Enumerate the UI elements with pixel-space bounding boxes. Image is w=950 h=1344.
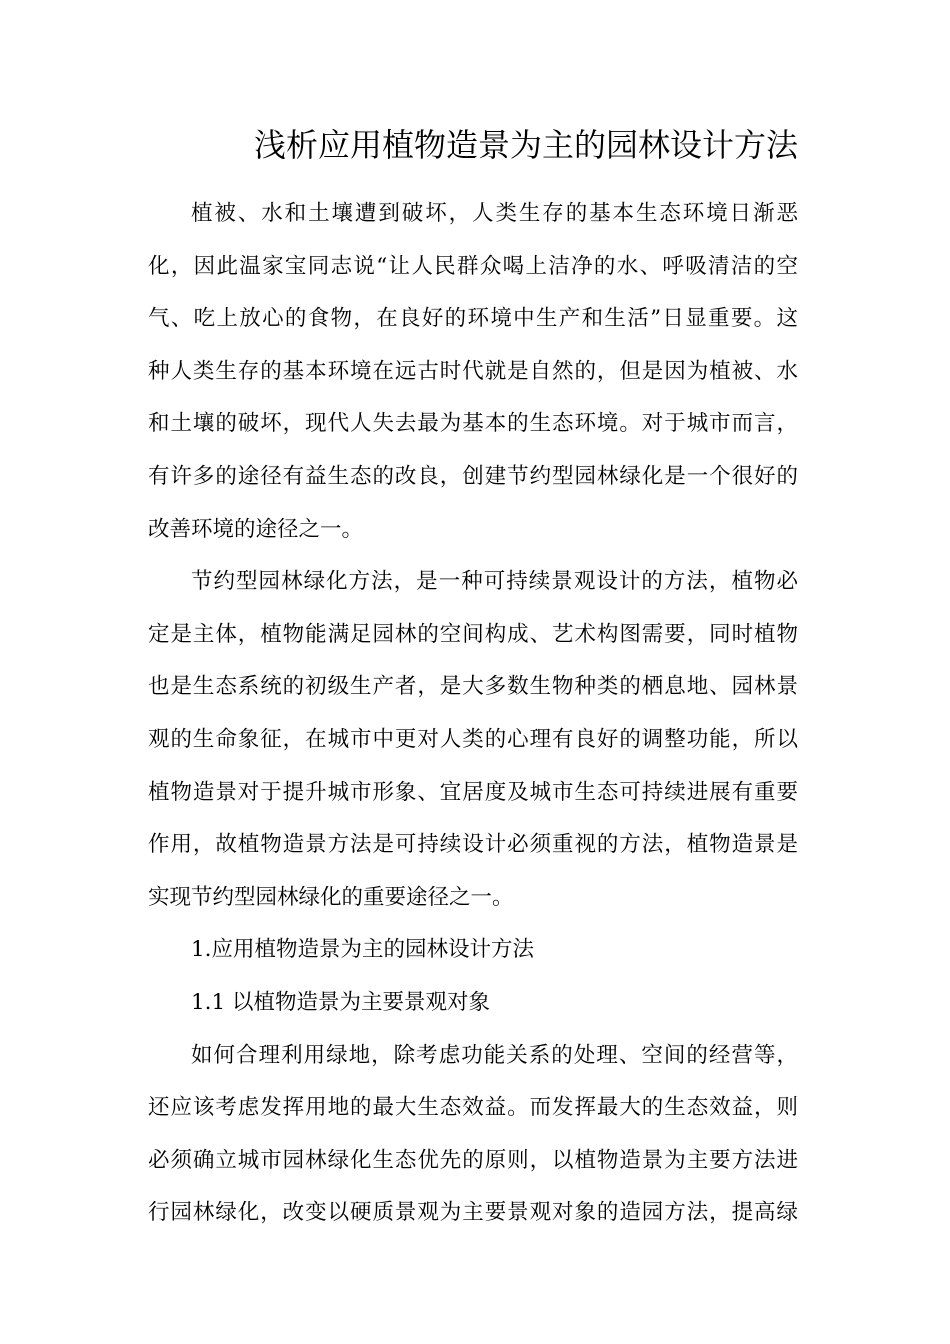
- paragraph-line: 行园林绿化，改变以硬质景观为主要景观对象的造园方法，提高绿: [148, 1200, 798, 1226]
- paragraph-line: 必须确立城市园林绿化生态优先的原则，以植物造景为主要方法进: [148, 1147, 798, 1173]
- paragraph-line: 化，因此温家宝同志说“让人民群众喝上洁净的水、呼吸清洁的空: [148, 253, 798, 279]
- paragraph-line: 如何合理利用绿地，除考虑功能关系的处理、空间的经营等，: [191, 1042, 798, 1068]
- paragraph-line: 定是主体，植物能满足园林的空间构成、艺术构图需要，同时植物: [148, 621, 798, 647]
- paragraph-3: [148, 1030, 798, 1240]
- section-heading-1-1: 1.1 以植物造景为主要景观对象: [191, 989, 491, 1015]
- paragraph-1: [148, 188, 798, 556]
- paragraph-line: 观的生命象征，在城市中更对人类的心理有良好的调整功能，所以: [148, 726, 798, 752]
- paragraph-line: 还应该考虑发挥用地的最大生态效益。而发挥最大的生态效益，则: [148, 1095, 798, 1121]
- paragraph-line: 改善环境的途径之一。: [148, 516, 364, 542]
- paragraph-line: 实现节约型园林绿化的重要途径之一。: [148, 884, 514, 910]
- paragraph-line: 种人类生存的基本环境在远古时代就是自然的，但是因为植被、水: [148, 358, 798, 384]
- paragraph-line: 有许多的途径有益生态的改良，创建节约型园林绿化是一个很好的: [148, 463, 798, 489]
- paragraph-line: 作用，故植物造景方法是可持续设计必须重视的方法，植物造景是: [148, 832, 798, 858]
- paragraph-line: 节约型园林绿化方法，是一种可持续景观设计的方法，植物必: [191, 569, 798, 595]
- paragraph-line: 植物造景对于提升城市形象、宜居度及城市生态可持续进展有重要: [148, 779, 798, 805]
- section-heading-1: 1.应用植物造景为主的园林设计方法: [191, 937, 535, 963]
- paragraph-line: 也是生态系统的初级生产者，是大多数生物种类的栖息地、园林景: [148, 674, 798, 700]
- document-title: 浅析应用植物造景为主的园林设计方法: [253, 126, 798, 164]
- paragraph-line: 和土壤的破坏，现代人失去最为基本的生态环境。对于城市而言，: [148, 411, 798, 437]
- paragraph-line: 植被、水和土壤遭到破坏，人类生存的基本生态环境日渐恶: [191, 201, 798, 226]
- paragraph-line: 气、吃上放心的食物，在良好的环境中生产和生活”日显重要。这: [148, 306, 798, 332]
- document-body: [148, 188, 798, 1240]
- paragraph-2: [148, 556, 798, 924]
